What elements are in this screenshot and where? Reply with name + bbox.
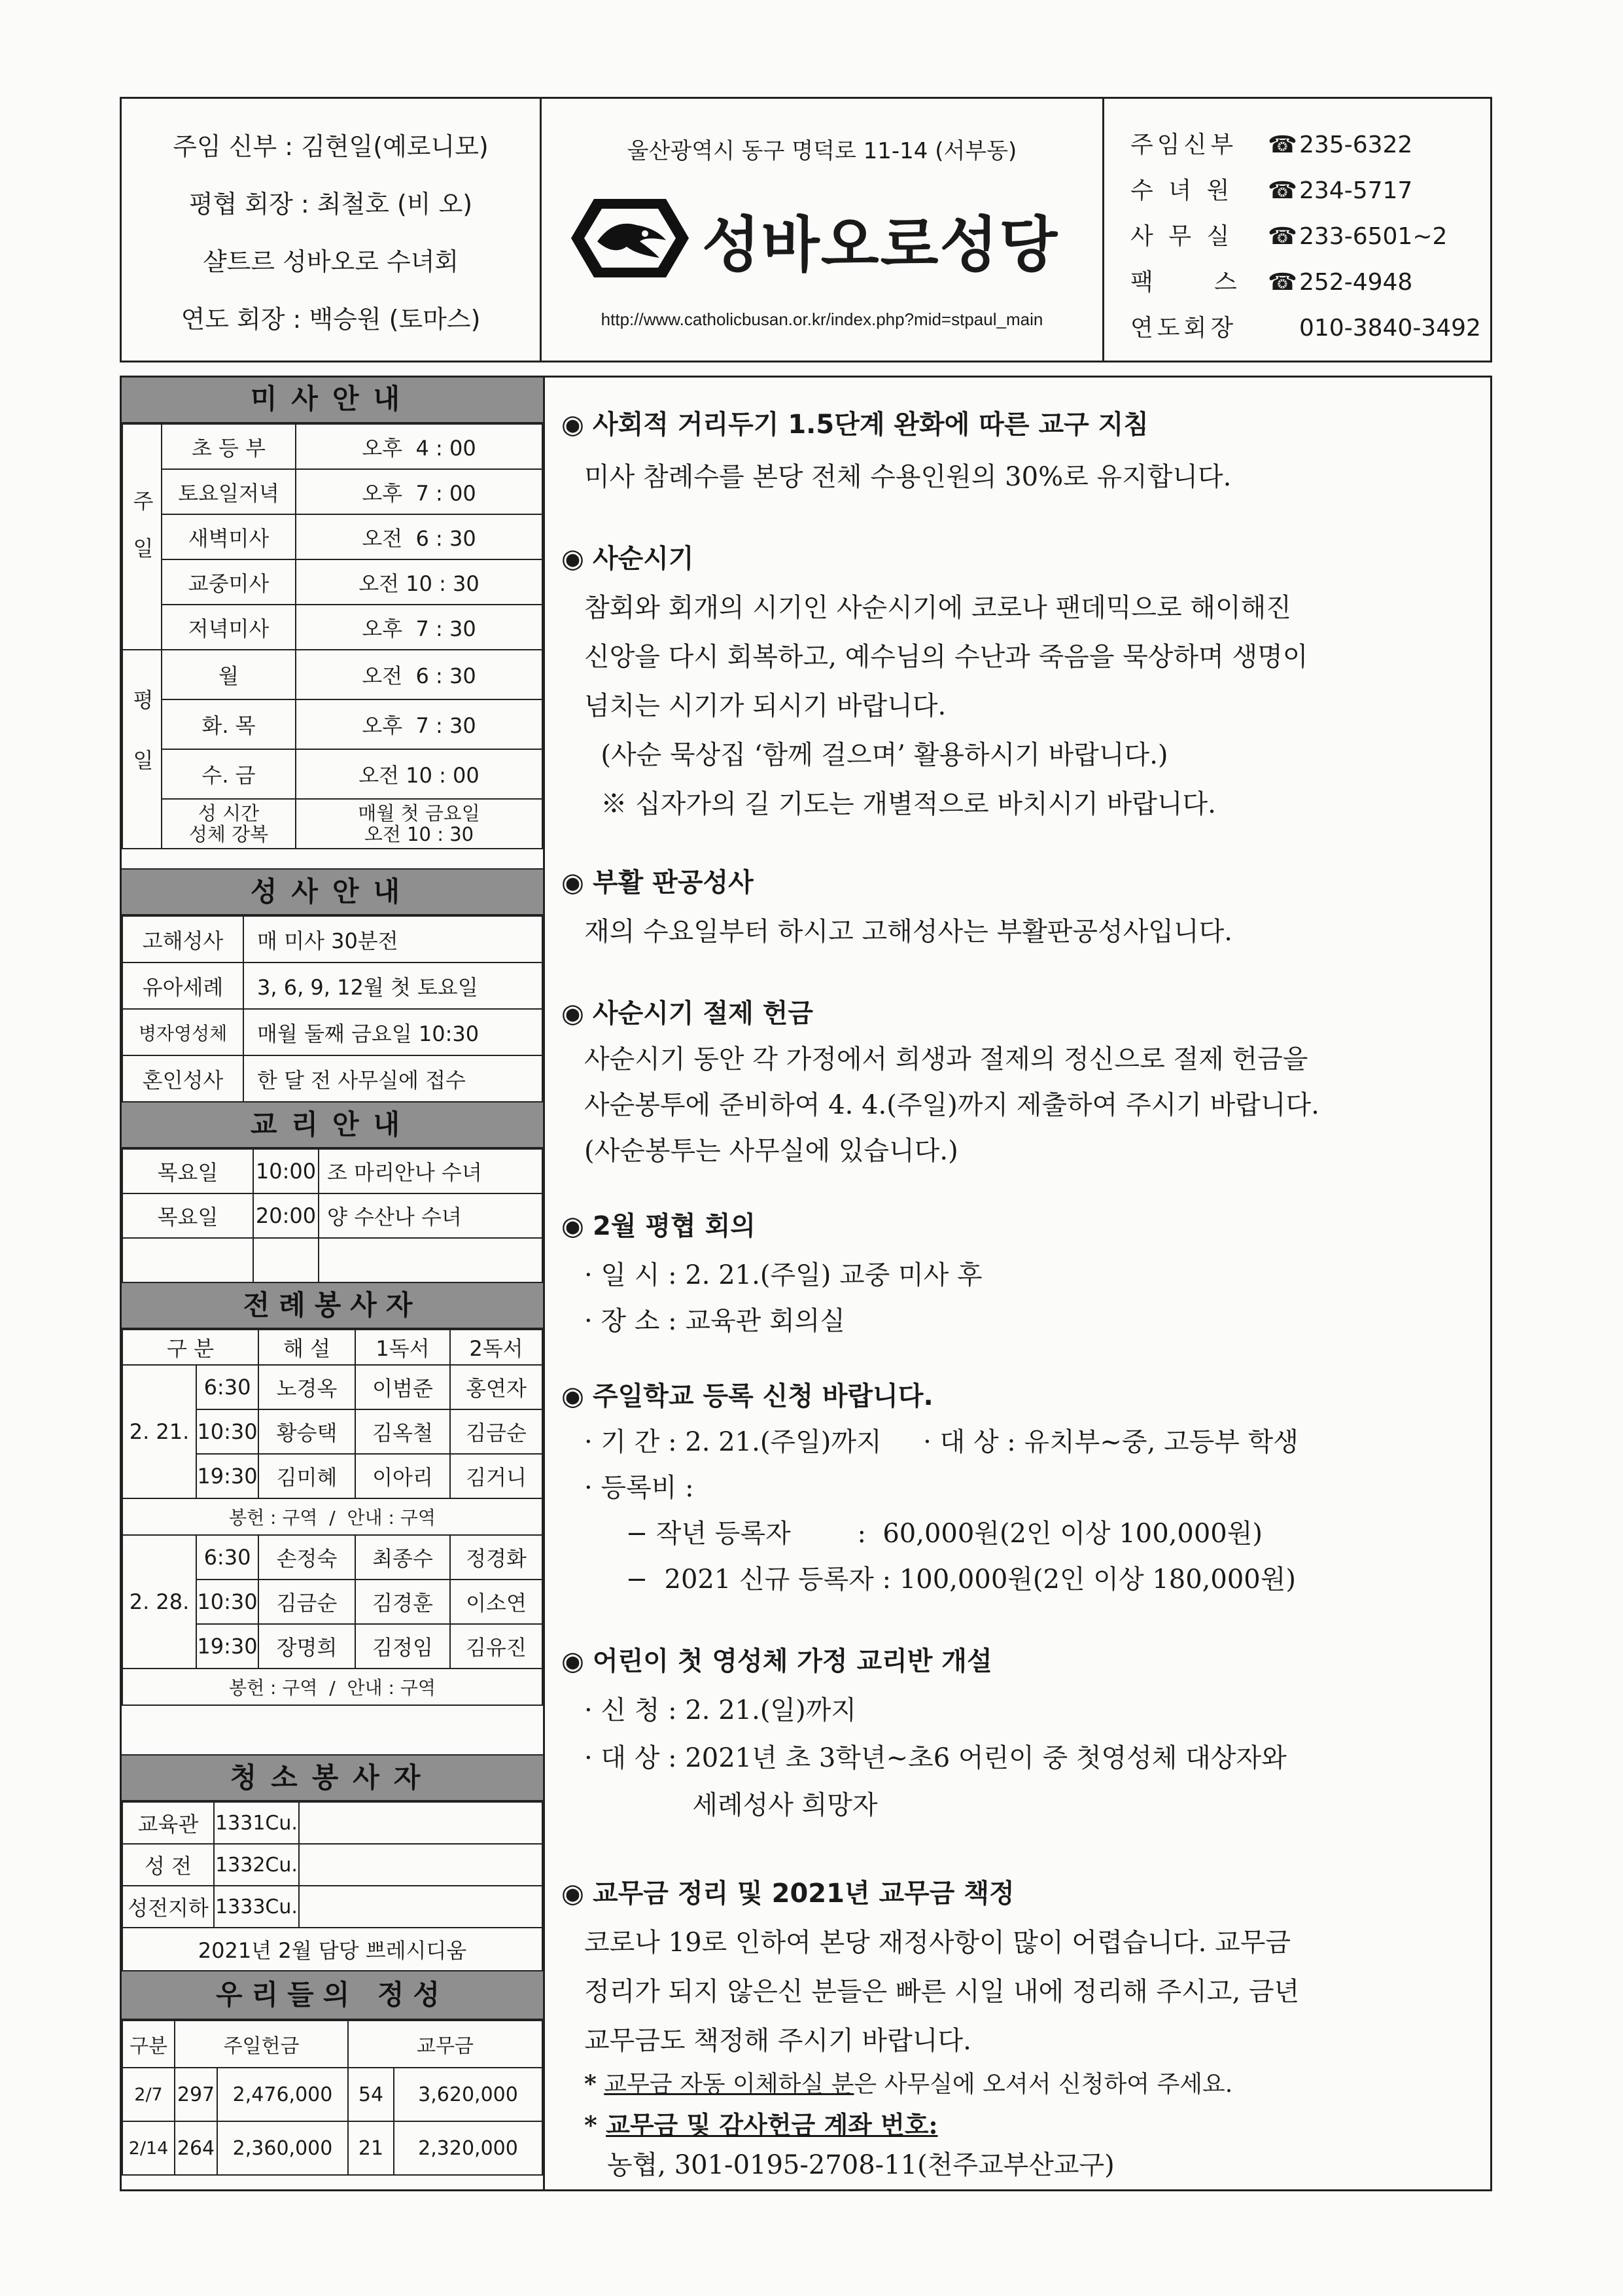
phone-icon: ☎ [1268,223,1297,250]
mass-section-title: 미사안내 [122,378,543,423]
sunday-label: 주일 [122,424,162,650]
liturgy-table: 구 분 해 설 1독서 2독서 2. 21. 6:30 노경옥 이범준 홍연자 10:30 황승택 김옥철 김금순 19:30 김미혜 이아리 김거니 봉헌 : 구역 / 안내 : 구역 2. 28. 6:30 손정숙 최종수 정경화 10:30 김금순 김경훈 이소연 19:30 장명희 김정임 김유진 봉헌 : 구역 / 안내 : 구역 [122,1329,543,1706]
phone-icon: ☎ [1268,269,1297,296]
bulletin-header [120,97,1492,362]
info-column [120,376,545,2191]
catechism-section-title: 교리안내 [122,1101,543,1148]
bullet-icon: ◉ [561,1381,584,1411]
header-staff-box [122,99,542,361]
notice-text: · 등록비 : [584,1473,694,1503]
offering-table: 구분 주일헌금 교무금 2/7 297 2,476,000 54 3,620,000 2/14 264 2,360,000 21 2,320,000 [122,2020,543,2176]
notice-text: · 신 청 : 2. 21.(일)까지 [584,1695,856,1725]
notice-title: ◉ 2월 평협 회의 [561,1211,756,1241]
notice-title: ◉ 사순시기 [561,544,694,574]
notice-text: · 일 시 : 2. 21.(주일) 교중 미사 후 [584,1260,983,1290]
notice-text: − 2021 신규 등록자 : 100,000원(2인 이상 180,000원) [584,1564,1296,1595]
cleaning-section-title: 청소봉사자 [122,1754,543,1801]
bullet-icon: ◉ [561,1879,584,1909]
church-logo-icon [568,196,692,281]
bullet-icon: ◉ [561,998,584,1029]
notice-title: ◉ 부활 판공성사 [561,868,754,898]
sacrament-section-title: 성사안내 [122,868,543,915]
notices-column [545,376,1492,2191]
offering-section-title: 우리들의 정성 [122,1970,543,2020]
bullet-icon: ◉ [561,1646,584,1676]
notice-text: 넘치는 시기가 되시기 바랍니다. [584,691,947,721]
notice-text: ※ 십자가의 길 기도는 개별적으로 바치시기 바랍니다. [584,789,1216,819]
notice-title: ◉ 사회적 거리두기 1.5단계 완화에 따른 교구 지침 [561,410,1149,440]
sacrament-table: 고해성사 매 미사 30분전 유아세례 3, 6, 9, 12월 첫 토요일 병자영성체 매월 둘째 금요일 10:30 혼인성사 한 달 전 사무실에 접수 [122,915,543,1103]
church-url[interactable]: http://www.catholicbusan.or.kr/index.php?mid=stpaul_main [601,309,1043,329]
notice-text: 재의 수요일부터 하시고 고해성사는 부활판공성사입니다. [584,917,1232,947]
bullet-icon: ◉ [561,410,584,440]
phone-row: 수 녀 원 ☎234-5717 [1130,177,1413,204]
notice-text: 세례성사 희망자 [584,1790,878,1820]
notice-text: 교무금도 책정해 주시기 바랍니다. [584,2026,971,2056]
notice-text: · 대 상 : 2021년 초 3학년~초6 어린이 중 첫영성체 대상자와 [584,1743,1287,1773]
church-address: 울산광역시 동구 명덕로 11-14 (서부동) [627,138,1017,164]
notice-text: (사순 묵상집 ‘함께 걸으며’ 활용하시기 바랍니다.) [584,740,1168,770]
church-name: 성바오로성당 [702,210,1059,280]
catechism-table: 목요일 10:00 조 마리안나 수녀 목요일 20:00 양 수산나 수녀 [122,1148,543,1283]
header-pastor: 주임 신부 : 김현일(예로니모) [173,132,489,161]
notice-text: 신앙을 다시 회복하고, 예수님의 수난과 죽음을 묵상하며 생명이 [584,642,1308,672]
phone-icon: ☎ [1268,177,1297,204]
notice-text: 코로나 19로 인하여 본당 재정사항이 많이 어렵습니다. 교무금 [584,1928,1291,1958]
notice-title: ◉ 사순시기 절제 헌금 [561,998,813,1029]
liturgy-section-title: 전례봉사자 [122,1282,543,1329]
church-title [568,190,1091,282]
phone-icon: ☎ [1268,132,1297,158]
phone-row: 주임신부 ☎235-6322 [1130,132,1413,158]
header-council-president: 평협 회장 : 최철호 (비 오) [188,190,473,219]
bank-account: 농협, 301-0195-2708-11(천주교부산교구) [607,2150,1115,2180]
notice-text: (사순봉투는 사무실에 있습니다.) [584,1136,958,1166]
notice-text: · 장 소 : 교육관 회의실 [584,1306,845,1336]
bullet-icon: ◉ [561,544,584,574]
notice-title: ◉ 주일학교 등록 신청 바랍니다. [561,1381,934,1411]
header-title-box [542,99,1104,361]
header-phone-box [1104,99,1490,361]
notice-text: 미사 참례수를 본당 전체 수용인원의 30%로 유지합니다. [584,462,1232,492]
header-sisters: 샬트르 성바오로 수녀회 [202,247,459,276]
notice-text: 사순시기 동안 각 가정에서 희생과 절제의 정신으로 절제 헌금을 [584,1044,1308,1074]
notice-text: − 작년 등록자 : 60,000원(2인 이상 100,000원) [584,1519,1263,1549]
phone-row: 연도회장 010-3840-3492 [1130,315,1481,342]
mass-table: 주일 초 등 부 오후 4 : 00 토요일저녁 오후 7 : 00 새벽미사 오전 6 : 30 교중미사 오전 10 : 30 저녁미사 오후 7 : 30 평일 월 오전 6 : 30 화. 목 오후 7 : 30 수. 금 오전 10 : 00 성 시간 성체 강복 매월 첫 금요일 오전 10 : 30 [122,423,543,849]
footnote-auto-transfer: * 교무금 자동 이체하실 분은 사무실에 오셔서 신청하여 주세요. [584,2070,1233,2098]
phone-row: 팩 스 ☎252-4948 [1130,269,1413,296]
notice-title: ◉ 교무금 정리 및 2021년 교무금 책정 [561,1879,1015,1909]
notice-text: 사순봉투에 준비하여 4. 4.(주일)까지 제출하여 주시기 바랍니다. [584,1090,1319,1120]
footnote-account-heading: * 교무금 및 감사헌금 계좌 번호: [584,2110,938,2140]
notice-text: 정리가 되지 않은신 분들은 빠른 시일 내에 정리해 주시고, 금년 [584,1977,1300,2007]
phone-row: 사 무 실 ☎233-6501~2 [1130,223,1448,250]
weekday-label: 평일 [122,650,162,849]
notice-text: · 기 간 : 2. 21.(주일)까지 · 대 상 : 유치부~중, 고등부 학생 [584,1427,1299,1457]
cleaning-table: 교육관 1331Cu. 성 전 1332Cu. 성전지하 1333Cu. 2021년 2월 담당 쁘레시디움 [122,1801,543,1971]
bullet-icon: ◉ [561,868,584,898]
bullet-icon: ◉ [561,1211,584,1241]
notice-text: 참회와 회개의 시기인 사순시기에 코로나 팬데믹으로 해이해진 [584,593,1291,623]
header-yeondo-president: 연도 회장 : 백승원 (토마스) [181,305,481,334]
notice-title: ◉ 어린이 첫 영성체 가정 교리반 개설 [561,1646,992,1676]
